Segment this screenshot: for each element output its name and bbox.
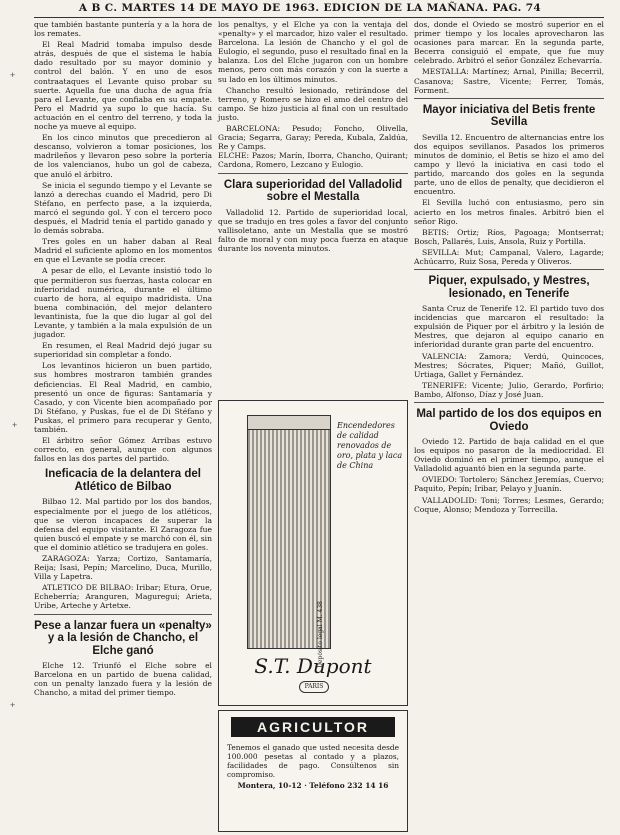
divider: [34, 614, 212, 615]
headline-tenerife: Piquer, expulsado, y Mestres, lesionado, en Tenerife: [428, 275, 590, 300]
margin-mark: +: [10, 700, 16, 710]
paragraph: El árbitro señor Gómez Arribas estuvo correcto, en general, aunque con algunos fallos en las dos partes del partido.: [34, 436, 212, 464]
column-1: [34, 20, 212, 699]
divider: [414, 402, 604, 403]
paragraph: VALENCIA: Zamora; Verdú, Quincoces, Mestres; Sócrates, Piquer; Mañó, Guillot, Urtiaga, Gallet y Fernández.: [414, 351, 604, 379]
brand-sub: PARIS: [299, 681, 329, 693]
headline-bilbao: Ineficacia de la delantera del Atlético de Bilbao: [45, 468, 201, 493]
paragraph: que también bastante puntería y a la hora de los remates.: [34, 20, 212, 39]
paragraph: Bilbao 12. Mal partido por los dos bandos, especialmente por el juego de los atléticos, que se vieron incapaces de superar la defensa del equipo visitante. El Zaragoza fue quien buscó el empate y se marchó con él, sin que el dominio atlético se tradujera en goles.: [34, 497, 212, 552]
paragraph: A pesar de ello, el Levante insistió todo lo que permitieron sus fuerzas, hasta colocar en inferioridad numérica, durante el último cuarto de hora, al equipo madridista. Una buena combinación, del mejor delantero levantinista, fue la que dio lugar al gol del Levante, y también a la mala expulsión de un jugador.: [34, 266, 212, 340]
paragraph: VALLADOLID: Toni; Torres; Lesmes, Gerardo; Coque, Alonso; Mendoza y Torrecilla.: [414, 495, 604, 514]
ad-title: AGRICULTOR: [231, 717, 395, 737]
agricultor-advertisement: [218, 710, 408, 832]
ad-text: Tenemos el ganado que usted necesita desde 100.000 pesetas al contado y a plazos, facilidades de pago. Consúltenos sin compromiso.: [227, 743, 399, 779]
paragraph: SEVILLA: Mut; Campanal, Valero, Lagarde; Achúcarro, Ruiz Sosa, Pereda y Oliveros.: [414, 247, 604, 266]
divider: [218, 173, 408, 174]
divider: [414, 98, 604, 99]
headline-elche: Pese a lanzar fuera un «penalty» y a la lesión de Chancho, el Elche ganó: [34, 619, 212, 657]
lighter-cap: [247, 415, 331, 430]
paragraph: El Sevilla luchó con entusiasmo, pero sin acierto en los metros finales. Arbitró bien el señor Rigo.: [414, 198, 604, 226]
paragraph: En los cinco minutos que precedieron al descanso, volvieron a tomar posiciones, los madrileños y llevaron peso sobre la portería de los valencianos, hubo un gol de cabeza, que anuló el árbitro.: [34, 133, 212, 179]
ad-address: Montera, 10-12 · Teléfono 232 14 16: [237, 781, 389, 790]
headline-betis: Mayor iniciativa del Betis frente Sevilla: [422, 103, 596, 129]
divider: [414, 269, 604, 270]
page-header: A B C. MARTES 14 DE MAYO DE 1963. EDICION DE LA MAÑANA. PAG. 74: [78, 2, 542, 14]
paragraph: Los levantinos hicieron un buen partido, sus hombres mostraron también grandes deficiencias. El Real Madrid, en cambio, presentó un once de figuras: Santamaría y Casado, y con Vicente bien acompañado por Di Stéfano, y Puskas, fue el de Di Stéfano y Puskas, el primero para recuperar y Gento, también.: [34, 361, 212, 435]
paragraph: Elche 12. Triunfó el Elche sobre el Barcelona en un partido de buena calidad, con un penalty lanzado fuera y la lesión de Chancho, a mitad del primer tiempo.: [34, 661, 212, 698]
paragraph: Sevilla 12. Encuentro de alternancias entre los dos equipos sevillanos. Pasados los primeros minutos de dominio, el Betis se hizo el amo del campo y llevó la iniciativa en casi todo el partido, marcando dos goles en la segunda parte, uno de ellos de penalty, que decidieron el encuentro.: [414, 132, 604, 197]
paragraph: MESTALLA: Martínez; Arnal, Pinilla; Becerril, Casanova; Sastre, Vicente; Ferrer, Tomás, Forment.: [414, 67, 604, 95]
paragraph: TENERIFE: Vicente; Julio, Gerardo, Porfirio; Bambo, Alfonso, Díaz y José Juan.: [414, 380, 604, 399]
paragraph: Santa Cruz de Tenerife 12. El partido tuvo dos incidencias que marcaron el resultado: la expulsión de Piquer por el árbitro y la lesión de Mestres, que dejaron al equipo canario en inferioridad durante gran parte del encuentro.: [414, 304, 604, 350]
paragraph: ZARAGOZA: Yarza; Cortizo, Santamaría, Reija; Isasi, Pepín; Marcelino, Duca, Murillo, Villa y Lapetra.: [34, 553, 212, 582]
paragraph: Valladolid 12. Partido de superioridad local, que se tradujo en tres goles a favor del conjunto vallisoletano, ante un Mestalla que se mostró falto de moral y con muy poca fuerza en ataque durante los noventa minutos.: [218, 207, 408, 253]
margin-mark: +: [10, 70, 16, 80]
paragraph: Chancho resultó lesionado, retirándose del terreno, y Romero se hizo el amo del centro del campo. Se hizo justicia al final con un resultado justo.: [218, 85, 408, 122]
paragraph: dos, donde el Oviedo se mostró superior en el primer tiempo y los locales aprovecharon las ocasiones para marcar. En la segunda parte, Becerra consiguió el empate, que fue muy celebrado. Arbitró el señor González Echevarría.: [414, 20, 604, 66]
dupont-advertisement: [218, 400, 408, 706]
paragraph: los penaltys, y el Elche ya con la ventaja del «penalty» y el marcador, hizo valer el resultado. Barcelona. La lesión de Chancho y el gol de Eulogio, el segundo, puso el resultado final en la balanza. Los del Elche jugaron con un hombre menos, pero con más corazón y con la suerte a su lado en los últimos minutos.: [218, 20, 408, 84]
brand-logo: S.T. Dupont: [254, 654, 372, 678]
paragraph: ATLETICO DE BILBAO: Iribar; Etura, Orue, Echeberría; Aranguren, Maguregui; Arieta, Uribe, Arteche y Artetxe.: [34, 583, 212, 611]
margin-mark: +: [12, 420, 18, 430]
paragraph: Oviedo 12. Partido de baja calidad en el que los equipos no pasaron de la mediocridad. El Oviedo dominó en el primer tiempo, aunque el Valladolid aguantó bien en la segunda parte.: [414, 437, 604, 474]
column-2: [218, 20, 408, 255]
header-rule: [34, 17, 604, 18]
headline-oviedo: Mal partido de los dos equipos en Oviedo: [416, 408, 602, 433]
headline-valladolid: Clara superioridad del Valladolid sobre el Mestalla: [223, 178, 403, 203]
paragraph: Se inicia el segundo tiempo y el Levante se lanzó a derechas cuando el Madrid, pero Di Stéfano, en perfecto pase, a la izquierda, marcó el segundo gol. Y con el tercero poco después, el Madrid tenía el partido ganado y lo demás sobraba.: [34, 180, 212, 236]
legal-deposit: Depósito legal M. 438: [317, 601, 324, 668]
paragraph: BETIS: Ortiz; Ríos, Pagoaga; Montserrat; Bosch, Pallarés, Luis, Ansola, Ruiz y Portilla.: [414, 227, 604, 246]
paragraph: El Real Madrid tomaba impulso desde atrás, después de que el sistema le había dado resultado por su mayor dominio y control del balón. Y en uno de esos contraataques el Levante quiso probar su suerte. Aquella fue una ducha de agua fría para el Levante, que confiaba en su empate. Pero el Madrid ya supo lo que hacía. Su actuación en el centro del terreno, y toda la noche ya mueve al equipo.: [34, 40, 212, 132]
paragraph: Tres goles en un haber daban al Real Madrid el suficiente aplomo en los momentos en que el Levante se podía crecer.: [34, 237, 212, 265]
paragraph: En resumen, el Real Madrid dejó jugar su superioridad sin completar a fondo.: [34, 341, 212, 360]
ad-tagline: Encendedores de calidad renovados de oro, plata y laca de China: [337, 421, 403, 470]
column-3: [414, 20, 604, 516]
paragraph: OVIEDO: Tortolero; Sánchez Jeremías, Cuervo; Paquito, Pepín; Iribar, Pelayo y Juanín.: [414, 475, 604, 494]
team-lineups: BARCELONA: Pesudo; Foncho, Olivella, Gracia; Segarra, Garay; Pereda, Kubala, Zaldúa, Re y Camps. ELCHE: Pazos; Marín, Iborra, Chancho, Quirant; Cardona, Romero, Lezcano y Eulogio.: [218, 124, 408, 170]
